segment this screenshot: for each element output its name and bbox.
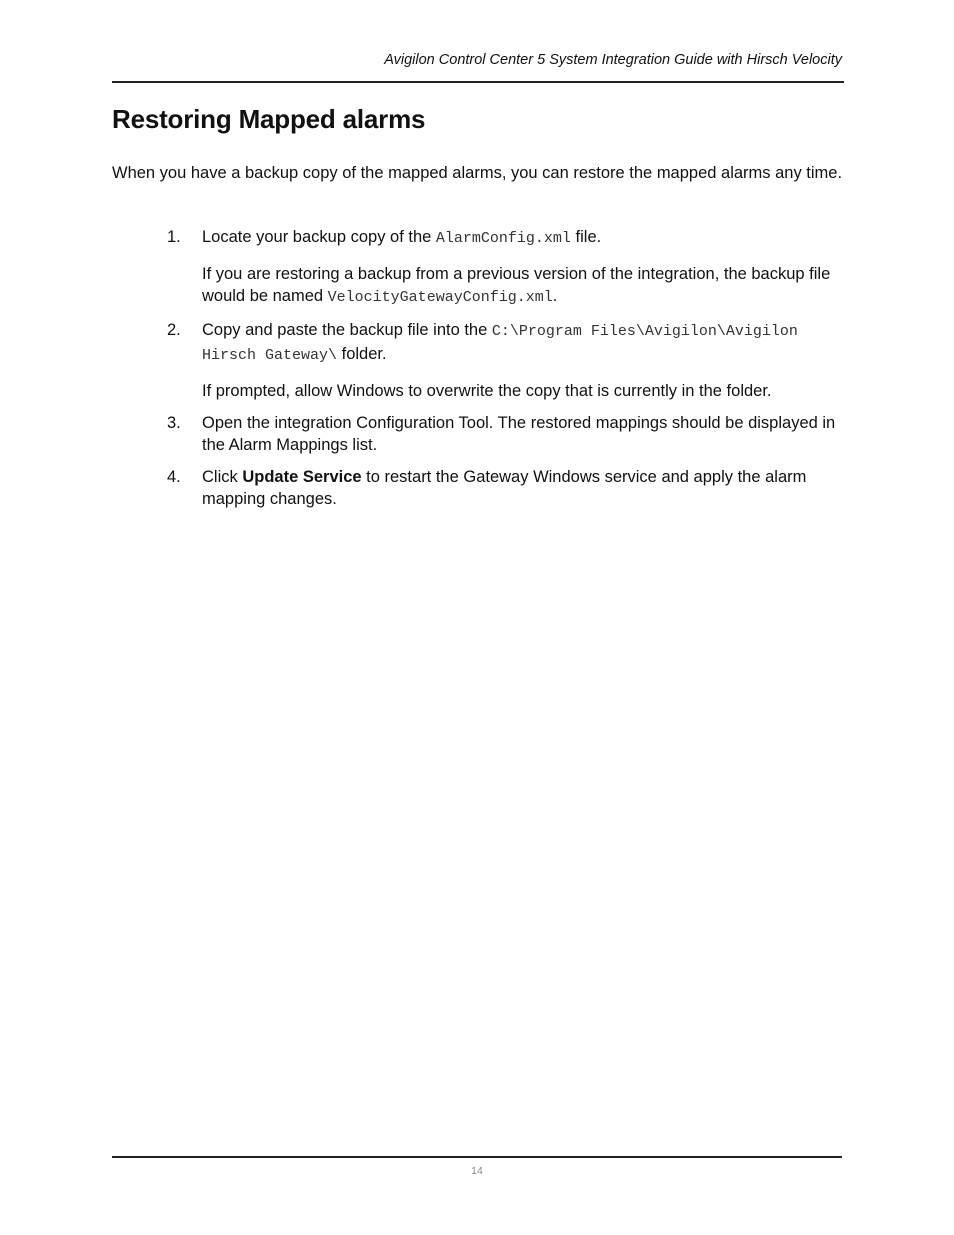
- step-text-part: file.: [570, 228, 602, 246]
- legacy-file-name-code: VelocityGatewayConfig.xml: [327, 289, 553, 306]
- update-service-label: Update Service: [242, 468, 362, 486]
- step-text: [202, 466, 847, 510]
- step-text: [202, 226, 847, 250]
- header-divider: [112, 81, 844, 83]
- step-note: [202, 263, 847, 309]
- step-number: 1.: [167, 228, 181, 246]
- step-text-part: to restart the Gateway Windows service and apply the alarm mapping changes.: [202, 468, 807, 508]
- step-note: If prompted, allow Windows to overwrite the copy that is currently in the folder.: [202, 382, 772, 400]
- step-number: 3.: [167, 414, 181, 432]
- folder-path-code: C:\Program Files\Avigilon\Avigilon Hirsch Gateway\: [202, 323, 798, 364]
- procedure-steps: [167, 226, 847, 520]
- intro-paragraph: When you have a backup copy of the mapped alarms, you can restore the mapped alarms any time.: [112, 164, 843, 182]
- page-number: 14: [471, 1165, 483, 1177]
- step-text-part: Click: [202, 468, 243, 486]
- footer-divider: [112, 1156, 842, 1158]
- step-1: [167, 226, 847, 309]
- step-note-part: If you are restoring a backup from a previous version of the integration, the backup file would be named: [202, 265, 831, 305]
- step-text-part: Copy and paste the backup file into the: [202, 321, 492, 339]
- file-name-code: AlarmConfig.xml: [435, 230, 571, 247]
- step-note-part: .: [552, 287, 558, 305]
- step-2: [167, 319, 847, 402]
- step-text: Open the integration Configuration Tool. The restored mappings should be displayed in the Alarm Mappings list.: [202, 414, 836, 454]
- step-4: [167, 466, 847, 510]
- step-3: [167, 412, 847, 456]
- step-text-part: folder.: [337, 345, 387, 363]
- step-text-part: Locate your backup copy of the: [202, 228, 436, 246]
- running-header: Avigilon Control Center 5 System Integration Guide with Hirsch Velocity: [384, 52, 842, 68]
- step-number: 4.: [167, 468, 181, 486]
- step-number: 2.: [167, 321, 181, 339]
- section-title: Restoring Mapped alarms: [112, 104, 426, 134]
- step-text: [202, 319, 847, 367]
